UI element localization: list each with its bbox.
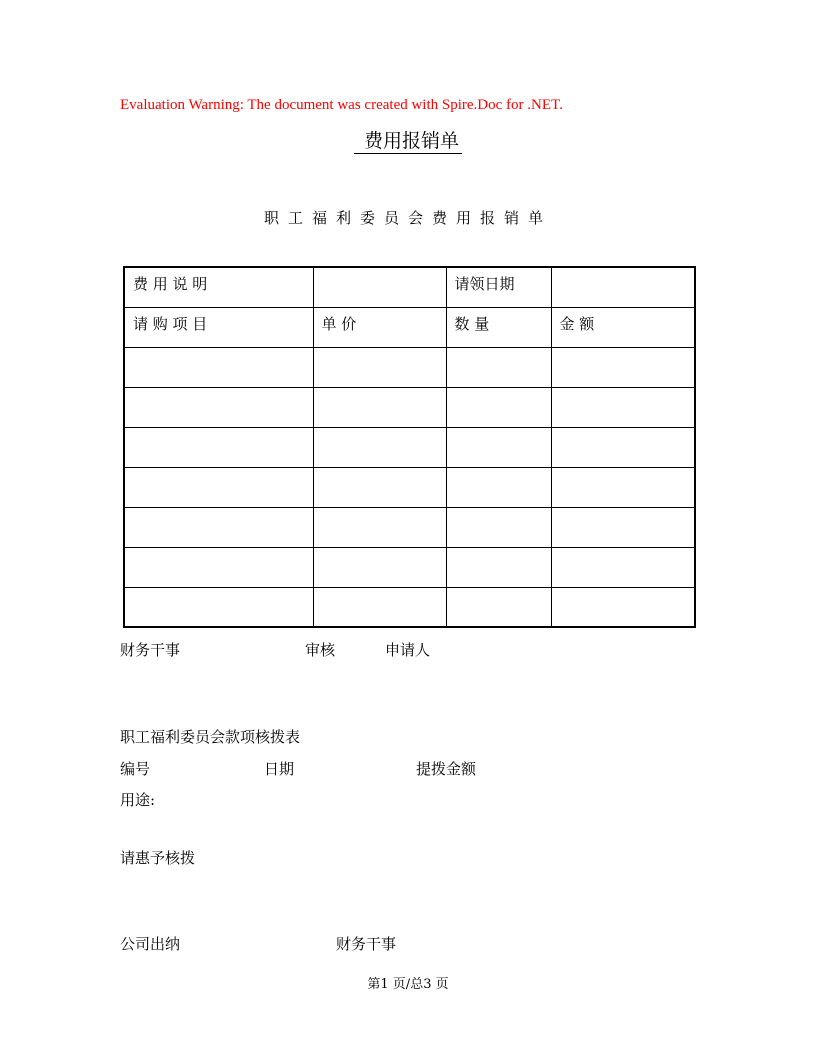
table-row: [124, 387, 695, 427]
approval-cashier-label: 公司出纳: [120, 935, 181, 953]
table-cell[interactable]: [313, 387, 446, 427]
table-cell[interactable]: [124, 427, 313, 467]
signer-finance-officer: 财务干事: [120, 641, 181, 659]
form-subtitle: 职工福利委员会费用报销单: [263, 209, 552, 227]
table-cell[interactable]: [446, 587, 551, 627]
table-cell[interactable]: [551, 587, 695, 627]
table-cell[interactable]: [446, 507, 551, 547]
table-cell[interactable]: [313, 587, 446, 627]
approval-amount-label: 提拨金额: [416, 760, 477, 778]
header-amount: 金 额: [551, 307, 695, 347]
cell-request-date-value[interactable]: [551, 267, 695, 307]
table-cell[interactable]: [124, 507, 313, 547]
table-row: [124, 547, 695, 587]
document-title: [0, 126, 816, 153]
table-row: [124, 347, 695, 387]
table-cell[interactable]: [551, 507, 695, 547]
approval-date-label: 日期: [264, 760, 295, 778]
table-cell[interactable]: [124, 547, 313, 587]
table-cell[interactable]: [446, 387, 551, 427]
cell-description-value[interactable]: [313, 267, 446, 307]
approval-finance-label: 财务干事: [336, 935, 397, 953]
cell-label-description: 费 用 说 明: [124, 267, 313, 307]
table-cell[interactable]: [313, 467, 446, 507]
signer-applicant: 申请人: [385, 641, 431, 659]
table-header-row: [124, 307, 695, 347]
table-cell[interactable]: [551, 547, 695, 587]
table-cell[interactable]: [446, 347, 551, 387]
table-cell[interactable]: [124, 387, 313, 427]
evaluation-warning: Evaluation Warning: The document was created with Spire.Doc for .NET.: [120, 97, 563, 113]
header-unit-price: 单 价: [313, 307, 446, 347]
approval-number-label: 编号: [120, 760, 151, 778]
header-quantity: 数 量: [446, 307, 551, 347]
table-cell[interactable]: [551, 387, 695, 427]
table-cell[interactable]: [551, 347, 695, 387]
document-title-text: 费用报销单: [354, 130, 462, 154]
table-cell[interactable]: [551, 467, 695, 507]
table-row: [124, 427, 695, 467]
approval-title: 职工福利委员会款项核拨表: [120, 728, 301, 746]
table-cell[interactable]: [551, 427, 695, 467]
expense-form-table: [123, 266, 696, 628]
table-cell[interactable]: [124, 467, 313, 507]
table-cell[interactable]: [446, 467, 551, 507]
table-row: [124, 587, 695, 627]
table-cell[interactable]: [124, 347, 313, 387]
approval-request-text: 请惠予核拨: [120, 849, 196, 867]
table-cell[interactable]: [446, 427, 551, 467]
table-row: [124, 507, 695, 547]
table-cell[interactable]: [313, 427, 446, 467]
table-cell[interactable]: [124, 587, 313, 627]
signer-review: 审核: [305, 641, 336, 659]
table-cell[interactable]: [446, 547, 551, 587]
table-row-description: [124, 267, 695, 307]
page-footer: 第1 页/总3 页: [367, 977, 449, 992]
approval-purpose-label: 用途:: [120, 791, 156, 809]
table-cell[interactable]: [313, 347, 446, 387]
table-row: [124, 467, 695, 507]
table-cell[interactable]: [313, 507, 446, 547]
header-purchase-item: 请 购 项 目: [124, 307, 313, 347]
table-cell[interactable]: [313, 547, 446, 587]
cell-label-request-date: 请领日期: [446, 267, 551, 307]
